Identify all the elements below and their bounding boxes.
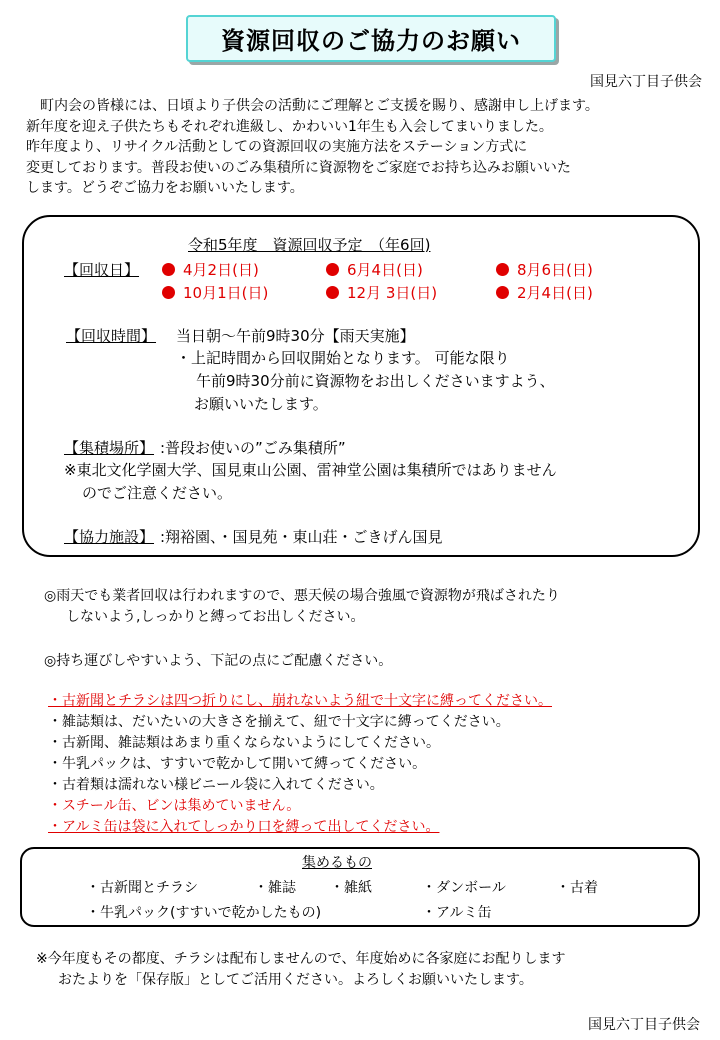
collection-place-value: :普段お使いの”ごみ集積所” — [160, 439, 346, 457]
collect-item: ・ダンボール — [422, 880, 506, 896]
rain-note: しないよう,しっかりと縛ってお出しください。 — [66, 609, 365, 625]
collection-date: 4月2日(日) — [162, 259, 259, 280]
partner-facility-label: 【協力施設】 — [64, 528, 155, 546]
collection-date: 8月6日(日) — [496, 259, 593, 280]
intro-line: します。どうぞご協力をお願いいたします。 — [26, 180, 304, 196]
collection-time-value: 当日朝～午前9時30分【雨天実施】 — [176, 327, 415, 345]
footer-note: ※今年度もその都度、チラシは配布しませんので、年度始めに各家庭にお配りします — [36, 951, 566, 967]
intro-line: 新年度を迎え子供たちもそれぞれ進級し、かわいい1年生も入会してまいりました。 — [26, 118, 553, 135]
red-dot-icon — [326, 263, 339, 276]
red-dot-icon — [326, 286, 339, 299]
intro-line: 町内会の皆様には、日頃より子供会の活動にご理解とご支援を賜り、感謝申し上げます。 — [40, 98, 599, 114]
instruction-item: ・スチール缶、ビンは集めていません。 — [48, 798, 301, 814]
instruction-item: ・古新聞、雑誌類はあまり重くならないようにしてください。 — [48, 735, 440, 751]
red-dot-icon — [496, 286, 509, 299]
organization-footer: 国見六丁目子供会 — [588, 1017, 700, 1033]
collect-item: ・雑紙 — [330, 880, 372, 896]
place-note: ※東北文化学園大学、国見東山公園、雷神堂公園は集積所ではありません — [64, 461, 557, 479]
collection-date: 10月1日(日) — [162, 282, 268, 303]
footer-note: おたよりを「保存版」としてご活用ください。よろしくお願いいたします。 — [58, 972, 533, 988]
intro-paragraph — [26, 96, 706, 199]
collect-item: ・雑誌 — [254, 880, 296, 896]
collect-item: ・古着 — [556, 880, 598, 896]
partner-facility-value: :翔裕園、・国見苑・東山荘・ごきげん国見 — [160, 528, 443, 546]
collect-items-title: 集めるもの — [302, 855, 372, 871]
collection-day-label: 【回収日】 — [64, 261, 140, 279]
instruction-item: ・雑誌類は、だいたいの大きさを揃えて、紐で十文字に縛ってください。 — [48, 714, 510, 730]
intro-line: 変更しております。普段お使いのごみ集積所に資源物をご家庭でお持ち込みお願いいた — [26, 159, 571, 176]
red-dot-icon — [162, 286, 175, 299]
collect-item: ・アルミ缶 — [422, 905, 492, 921]
time-note: 午前9時30分前に資源物をお出しくださいますよう、 — [196, 372, 555, 390]
rain-note: ◎雨天でも業者回収は行われますので、悪天候の場合強風で資源物が飛ばされたり — [44, 588, 560, 604]
organization-header: 国見六丁目子供会 — [590, 74, 702, 90]
collection-place-label: 【集積場所】 — [64, 439, 155, 457]
place-note: のでご注意ください。 — [82, 484, 233, 502]
page-title — [186, 15, 556, 62]
collection-date: 2月4日(日) — [496, 282, 593, 303]
collection-time-label: 【回収時間】 — [66, 327, 157, 345]
red-dot-icon — [162, 263, 175, 276]
page-title-text: 資源回収のご協力のお願い — [221, 27, 521, 55]
instruction-item: ・アルミ缶は袋に入れてしっかり口を縛って出してください。 — [48, 819, 440, 835]
collection-date: 6月4日(日) — [326, 259, 423, 280]
carry-note: ◎持ち運びしやすいよう、下記の点にご配慮ください。 — [44, 653, 393, 669]
time-note: お願いいたします。 — [194, 395, 328, 413]
intro-line: 昨年度より、リサイクル活動としての資源回収の実施方法をステーション方式に — [26, 139, 528, 155]
collection-date: 12月 3日(日) — [326, 282, 437, 303]
time-note: ・上記時間から回収開始となります。 可能な限り — [176, 349, 510, 367]
collect-item: ・古新聞とチラシ — [86, 880, 198, 896]
schedule-title: 令和5年度 資源回収予定 （年6回) — [188, 236, 431, 254]
red-dot-icon — [496, 263, 509, 276]
instruction-item: ・古着類は濡れない様ビニール袋に入れてください。 — [48, 777, 384, 793]
instruction-item: ・牛乳パックは、すすいで乾かして開いて縛ってください。 — [48, 756, 427, 772]
collect-item: ・牛乳パック(すすいで乾かしたもの) — [86, 905, 322, 921]
instruction-item: ・古新聞とチラシは四つ折りにし、崩れないよう紐で十文字に縛ってください。 — [48, 693, 552, 709]
